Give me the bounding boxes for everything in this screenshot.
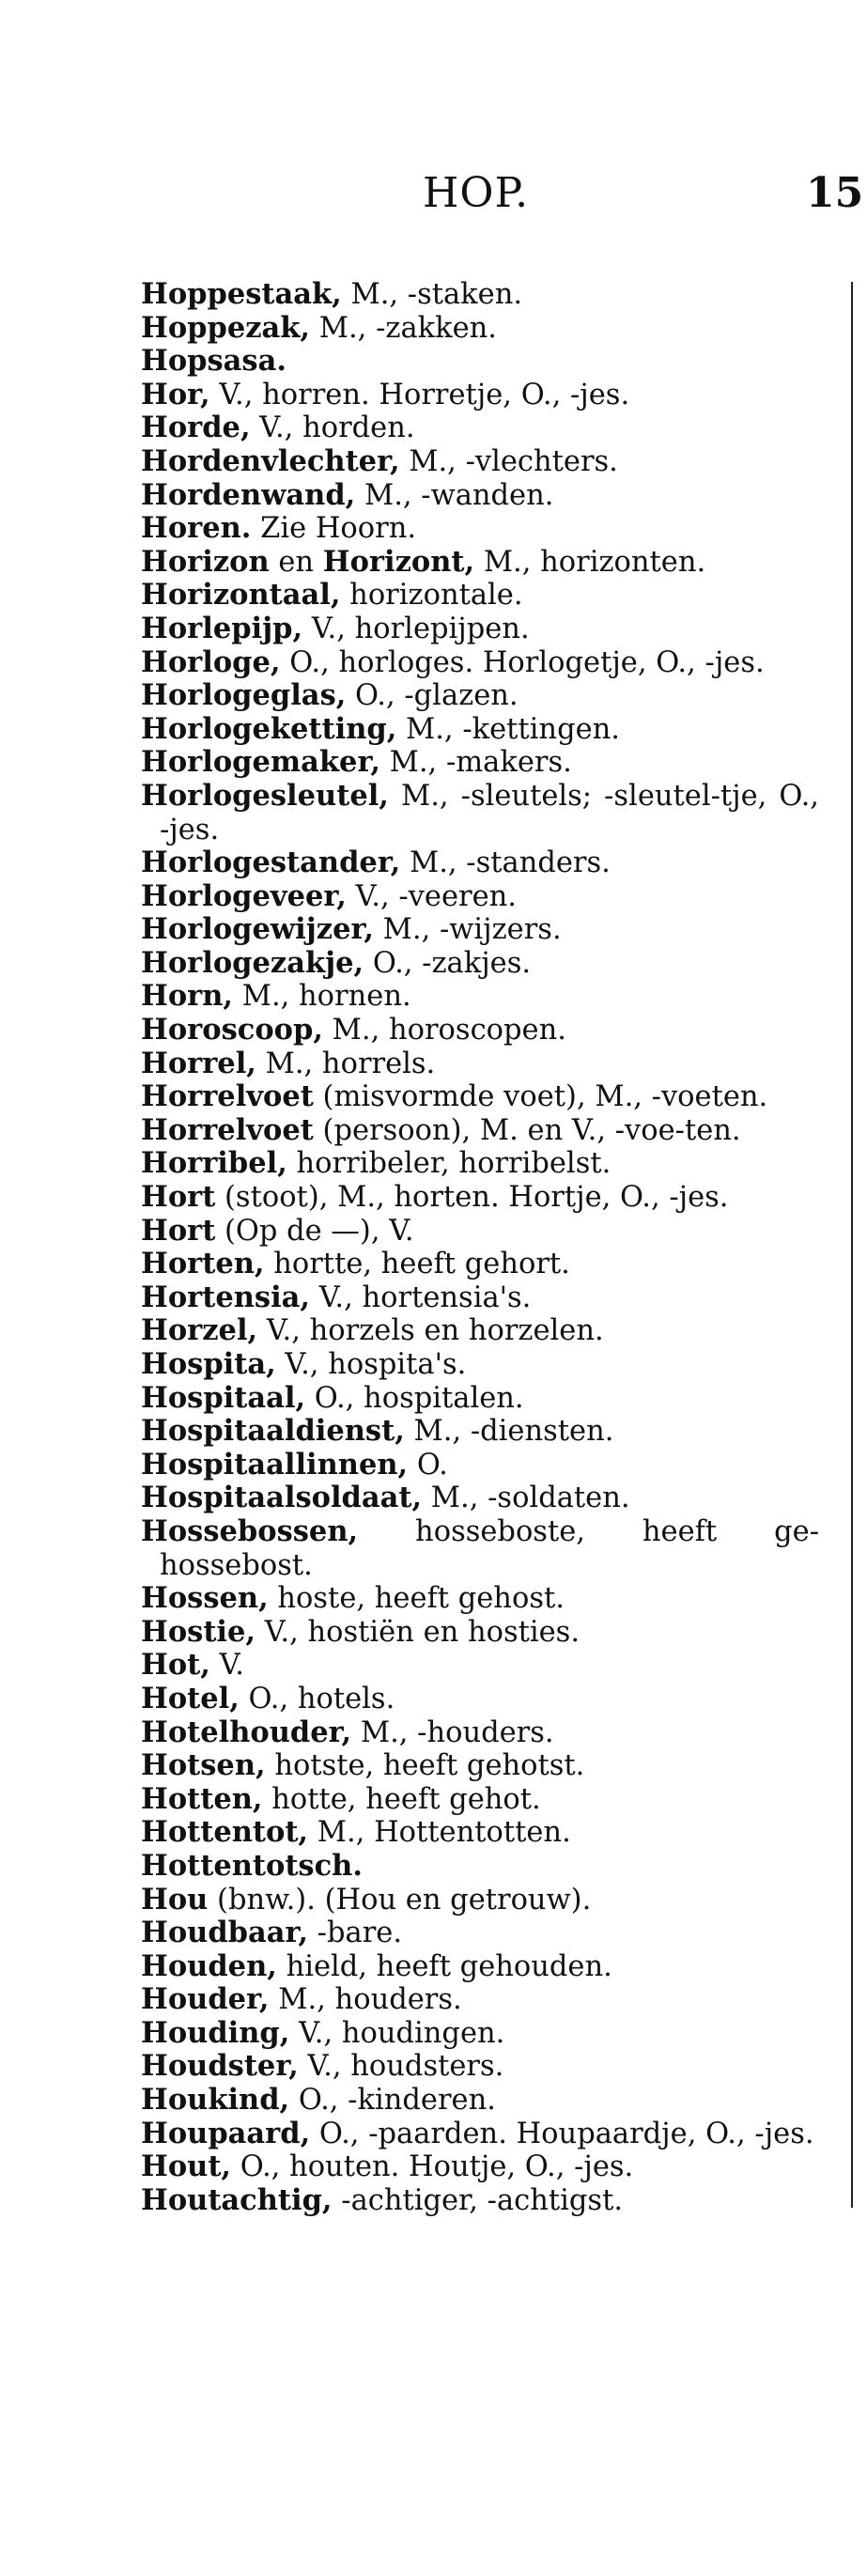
entry-headword: Hospitaalsoldaat, (141, 1481, 423, 1515)
entry-definition: (misvormde voet), M., -voeten. (313, 1080, 768, 1114)
dictionary-entry (141, 646, 819, 680)
entry-definition: V., hortensia's. (310, 1280, 532, 1314)
entry-definition: V., horlepijpen. (302, 612, 530, 645)
entry-definition: M., -wanden. (355, 478, 554, 512)
dictionary-entry (141, 2084, 819, 2118)
entry-headword: Hospita, (141, 1347, 276, 1381)
entry-headword: Houding, (141, 2015, 290, 2050)
entry-definition: O., hospitalen. (305, 1381, 524, 1415)
entry-definition: V., houdsters. (298, 2050, 504, 2084)
dictionary-entry (141, 846, 819, 880)
entry-definition: horribeler, horribelst. (286, 1147, 612, 1181)
entry-headword: Horlogeveer, (141, 878, 347, 913)
dictionary-entry (141, 1415, 819, 1449)
dictionary-entry (141, 2184, 819, 2218)
entry-definition: O. (408, 1448, 448, 1482)
dictionary-entry (141, 1014, 819, 1047)
entry-headword: Horlogezakje, (141, 945, 364, 980)
dictionary-entry (141, 1215, 819, 1249)
entry-definition: V., -veeren. (346, 879, 517, 913)
entry-definition: hosseboste, heeft ge-hossebost. (160, 1514, 819, 1582)
entry-headword: Hout, (141, 2149, 232, 2184)
entry-definition: V. (209, 1649, 244, 1683)
dictionary-entry (141, 679, 819, 713)
entry-definition: O., -paarden. Houpaardje, O., -jes. (310, 2117, 814, 2150)
entry-headword: Horlogesleutel, (141, 778, 389, 813)
entry-definition: M., horoscopen. (322, 1014, 566, 1047)
dictionary-entry (141, 780, 819, 846)
entry-definition: V., hostiën en hosties. (255, 1615, 581, 1649)
entry-headword: Horlogeketting, (141, 711, 397, 746)
entry-definition: M., -vlechters. (399, 444, 618, 478)
entry-headword: Hospitaal, (141, 1380, 306, 1415)
entry-definition: M., houders. (269, 1983, 462, 2017)
entry-headword: Horrelvoet (141, 1079, 314, 1114)
dictionary-entry (141, 913, 819, 947)
entry-definition: M., -wijzers. (373, 913, 562, 947)
dictionary-entry (141, 1683, 819, 1716)
entry-headword-secondary: Horizont, (322, 544, 475, 579)
dictionary-entry (141, 1816, 819, 1850)
dictionary-entry (141, 1147, 819, 1181)
entry-definition: M., -makers. (379, 746, 572, 780)
entry-definition: (stoot), M., horten. Hortje, O., -jes. (215, 1181, 729, 1215)
entry-definition: V., horren. Horretje, O., -jes. (209, 378, 630, 411)
entry-headword: Horzel, (141, 1313, 258, 1348)
entry-headword: Horlepijp, (141, 611, 303, 645)
entry-definition: O., houten. Houtje, O., -jes. (231, 2150, 634, 2184)
page-number: 15 (806, 169, 864, 217)
entry-definition: M., horizonten. (474, 545, 706, 579)
dictionary-entry (141, 312, 819, 346)
dictionary-entry (141, 2050, 819, 2084)
entry-headword: Horlogewijzer, (141, 912, 374, 947)
dictionary-entry (141, 445, 819, 479)
entry-definition: V., horzels en horzelen. (257, 1314, 604, 1348)
entry-headword: Horlogemaker, (141, 745, 380, 780)
entry-definition: M., -kettingen. (396, 712, 620, 746)
entry-headword: Houpaard, (141, 2116, 311, 2150)
dictionary-entry (141, 1884, 819, 1917)
entry-headword: Hordenvlechter, (141, 443, 400, 478)
entry-headword: Hort (141, 1180, 216, 1215)
entry-headword: Hotel, (141, 1681, 240, 1715)
entry-headword: Hostie, (141, 1614, 256, 1649)
dictionary-entry (141, 1348, 819, 1382)
page-header-title: HOP. (423, 169, 530, 217)
entry-definition: hield, heeft gehouden. (276, 1949, 612, 1983)
entry-headword: Hossebossen, (141, 1513, 359, 1548)
entry-definition: M., -soldaten. (422, 1482, 630, 1515)
entry-definition: -bare. (307, 1916, 403, 1950)
entry-definition: V., hospita's. (275, 1348, 467, 1381)
dictionary-entry (141, 2017, 819, 2051)
dictionary-entry (141, 980, 819, 1014)
dictionary-entry (141, 1716, 819, 1750)
entry-headword: Hoppezak, (141, 310, 311, 345)
dictionary-entry (141, 1449, 819, 1482)
entry-headword: Hopsasa. (141, 344, 286, 379)
column-rule (851, 282, 853, 2208)
dictionary-entry (141, 1515, 819, 1582)
entry-headword: Horoscoop, (141, 1013, 323, 1047)
entry-definition: (bnw.). (Hou en getrouw). (208, 1883, 592, 1916)
entry-definition: O., -kinderen. (289, 2084, 496, 2118)
dictionary-entry (141, 1080, 819, 1114)
entry-definition: O., -zakjes. (364, 946, 532, 980)
dictionary-entry (141, 411, 819, 445)
dictionary-entry-list (141, 278, 819, 2217)
dictionary-entry (141, 1314, 819, 1348)
entry-headword: Horen. (141, 511, 252, 546)
entry-headword: Hotelhouder, (141, 1715, 352, 1749)
entry-headword: Hou (141, 1882, 209, 1916)
entry-headword: Hort (141, 1213, 216, 1248)
dictionary-entry (141, 512, 819, 546)
entry-headword: Hotten, (141, 1781, 263, 1816)
entry-headword: Hospitaallinnen, (141, 1447, 409, 1482)
entry-definition: -achtiger, -achtigst. (332, 2183, 624, 2217)
dictionary-entry (141, 1749, 819, 1783)
entry-headword: Hordenwand, (141, 477, 356, 512)
entry-definition: M., -standers. (400, 846, 611, 880)
entry-headword: Hottentot, (141, 1815, 309, 1850)
entry-headword: Houdbaar, (141, 1916, 308, 1950)
entry-headword: Houdster, (141, 2049, 299, 2084)
entry-definition: M., -diensten. (404, 1415, 614, 1449)
entry-definition: M., hornen. (233, 980, 411, 1014)
entry-headword: Horloge, (141, 644, 281, 679)
dictionary-entry (141, 345, 819, 379)
entry-definition: O., -glazen. (346, 679, 519, 713)
entry-definition: M., -zakken. (310, 311, 497, 345)
dictionary-entry (141, 1783, 819, 1817)
entry-headword: Hor, (141, 377, 210, 411)
entry-headword: Horlogeglas, (141, 678, 347, 713)
entry-definition: hoste, heeft gehost. (268, 1582, 565, 1616)
dictionary-entry (141, 1850, 819, 1884)
dictionary-entry (141, 1916, 819, 1950)
entry-definition: hortte, heeft gehort. (264, 1248, 570, 1281)
dictionary-entry (141, 1582, 819, 1616)
entry-headword: Horde, (141, 411, 251, 445)
entry-headword: Houkind, (141, 2083, 290, 2118)
dictionary-entry (141, 379, 819, 412)
dictionary-entry (141, 1382, 819, 1416)
entry-headword: Horten, (141, 1247, 265, 1281)
entry-headword: Houder, (141, 1982, 270, 2017)
entry-definition: (Op de —), V. (215, 1214, 414, 1248)
dictionary-entry (141, 1616, 819, 1650)
dictionary-entry (141, 1047, 819, 1081)
entry-definition: (persoon), M. en V., -voe-ten. (313, 1113, 741, 1147)
dictionary-entry (141, 479, 819, 513)
entry-definition: hotte, heeft gehot. (262, 1782, 541, 1816)
entry-headword: Horizontaal, (141, 578, 341, 613)
dictionary-entry (141, 1950, 819, 1984)
entry-headword: Hortensia, (141, 1280, 311, 1314)
entry-headword: Hossen, (141, 1581, 269, 1616)
entry-definition: O., hotels. (239, 1682, 395, 1715)
dictionary-entry (141, 713, 819, 747)
dictionary-entry (141, 1248, 819, 1281)
entry-definition: M., -sleutels; -sleutel-tje, O., -jes. (160, 779, 819, 846)
entry-headword: Hospitaaldienst, (141, 1414, 405, 1449)
entry-headword: Hottentotsch. (141, 1848, 363, 1883)
entry-definition: hotste, heeft gehotst. (265, 1749, 585, 1783)
dictionary-entry (141, 1482, 819, 1515)
entry-definition: horizontale. (340, 579, 523, 613)
dictionary-entry (141, 880, 819, 914)
entry-definition: M., Hottentotten. (308, 1816, 571, 1850)
entry-definition: M., horrels. (255, 1047, 436, 1080)
dictionary-entry (141, 1983, 819, 2017)
entry-headword: Horribel, (141, 1146, 287, 1181)
entry-headword: Houtachtig, (141, 2182, 333, 2217)
dictionary-entry (141, 2150, 819, 2184)
entry-headword: Houden, (141, 1948, 277, 1983)
entry-headword: Hot, (141, 1648, 210, 1683)
dictionary-entry (141, 746, 819, 780)
entry-headword: Horn, (141, 979, 234, 1014)
dictionary-entry (141, 1281, 819, 1315)
dictionary-entry (141, 1181, 819, 1215)
entry-headword: Horrelvoet (141, 1112, 314, 1147)
entry-headword: Hoppestaak, (141, 277, 342, 311)
entry-definition: Zie Hoorn. (251, 512, 417, 546)
dictionary-entry (141, 1114, 819, 1148)
entry-headword: Horlogestander, (141, 846, 401, 880)
entry-definition: M., -houders. (351, 1715, 554, 1749)
dictionary-entry (141, 613, 819, 646)
dictionary-entry (141, 579, 819, 613)
entry-connector: en (269, 545, 323, 579)
entry-headword: Horizon (141, 544, 270, 579)
entry-definition: M., -staken. (341, 278, 523, 311)
dictionary-entry (141, 278, 819, 312)
entry-definition: V., horden. (250, 411, 415, 445)
entry-headword: Horrel, (141, 1046, 256, 1080)
dictionary-entry (141, 947, 819, 981)
dictionary-entry (141, 2118, 819, 2151)
entry-definition: O., horloges. Horlogetje, O., -jes. (280, 645, 765, 679)
dictionary-entry (141, 546, 819, 580)
entry-headword: Hotsen, (141, 1748, 266, 1783)
entry-definition: V., houdingen. (289, 2016, 505, 2050)
dictionary-entry (141, 1649, 819, 1683)
